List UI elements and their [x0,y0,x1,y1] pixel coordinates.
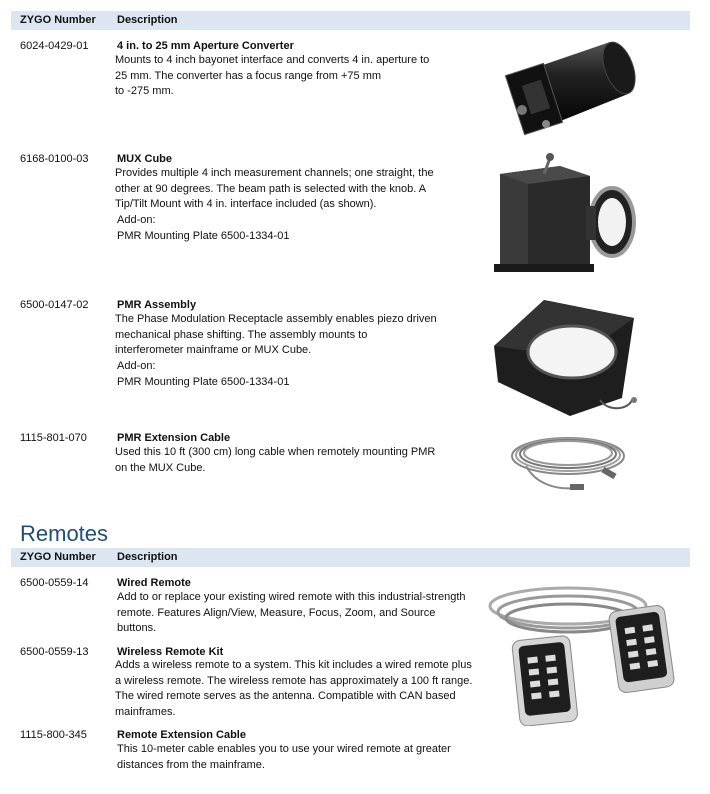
addon-label: Add-on: [117,360,156,372]
table-header [11,11,690,30]
product-description: Add to or replace your existing wired remote with this industrial-strength remote. Features Align/View, Measure, Focus, Zoom, and Source buttons. [117,591,466,634]
product-description: Used this 10 ft (300 cm) long cable when remotely mounting PMR on the MUX Cube. [115,446,436,474]
product-title: PMR Extension Cable [117,432,231,444]
part-number: 6168-0100-03 [20,153,89,165]
col-number-header: ZYGO Number [20,14,96,26]
product-title: Wired Remote [117,577,191,589]
product-description: Mounts to 4 inch bayonet interface and converts 4 in. aperture to 25 mm. The converter has a focus range from +75 mm to -275 mm. [115,54,430,97]
table-header [11,548,690,567]
mux-cube-photo [490,152,640,282]
col-number-header: ZYGO Number [20,551,96,563]
product-description: Provides multiple 4 inch measurement channels; one straight, the other at 90 degrees. The beam path is selected with the knob. A Tip/Tilt Mount with 4 in. interface included (as shown). [115,167,434,210]
part-number: 6500-0147-02 [20,299,89,311]
addon-item: PMR Mounting Plate 6500-1334-01 [117,376,290,388]
col-description-header: Description [117,551,178,563]
part-number: 6500-0559-14 [20,577,89,589]
part-number: 1115-800-345 [20,729,87,741]
remotes-photo [488,582,684,726]
product-title: MUX Cube [117,153,172,165]
addon-item: PMR Mounting Plate 6500-1334-01 [117,230,290,242]
part-number: 6024-0429-01 [20,40,89,52]
product-description: The Phase Modulation Receptacle assembly enables piezo driven mechanical phase shifting. The assembly mounts to interferometer mainframe or MUX Cube. [115,313,437,356]
pmr-cable-photo [506,430,634,496]
product-title: Remote Extension Cable [117,729,246,741]
part-number: 1115-801-070 [20,432,87,444]
part-number: 6500-0559-13 [20,646,89,658]
pmr-assembly-photo [488,296,638,420]
product-description: This 10-meter cable enables you to use your wired remote at greater distances from the mainframe. [117,743,451,771]
addon-label: Add-on: [117,214,156,226]
product-description: Adds a wireless remote to a system. This kit includes a wired remote plus a wireless remote. The wireless remote has approximately a 100 ft range. The wired remote serves as the antenna. Compatible with CAN based mainframes. [115,659,473,718]
col-description-header: Description [117,14,178,26]
product-title: Wireless Remote Kit [117,646,224,658]
section-heading-remotes: Remotes [20,521,109,546]
product-title: PMR Assembly [117,299,197,311]
aperture-converter-photo [500,36,640,140]
product-title: 4 in. to 25 mm Aperture Converter [117,40,294,52]
